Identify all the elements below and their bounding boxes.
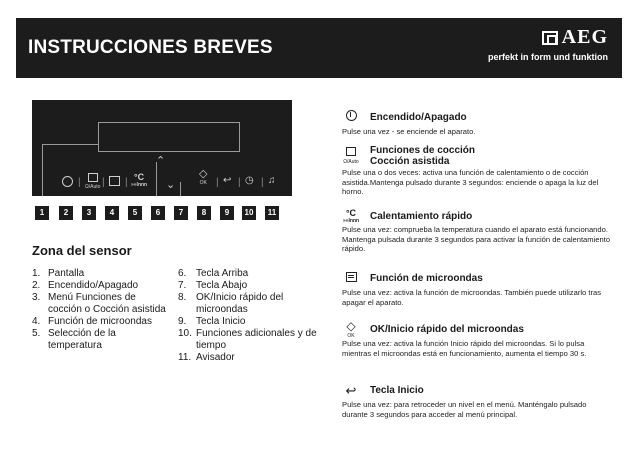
list-item: 5. Selección de la temperatura: [32, 328, 116, 351]
panel-number-row: [32, 206, 292, 220]
list-item: 1. Pantalla: [32, 268, 85, 279]
panel-power-icon: [62, 176, 73, 189]
list-item: 7. Tecla Abajo: [178, 280, 248, 291]
section-body: Pulse una vez: comprueba la temperatura cuando el aparato está funcionando. Mantenga pulsada durante 3 segundos para activar la función de calentamiento rápido.: [342, 225, 611, 253]
cooking-functions-icon: Ω/Auto: [342, 147, 360, 165]
section-microwave: [342, 272, 612, 307]
leader-display: [42, 144, 98, 145]
panel-number: 7: [174, 206, 188, 220]
panel-number: 8: [197, 206, 211, 220]
panel-number: 11: [265, 206, 279, 220]
list-item: 6. Tecla Arriba: [178, 268, 249, 279]
section-title: Función de microondas: [370, 273, 483, 284]
section-fast-heat: [342, 209, 612, 254]
microwave-icon: [342, 272, 360, 285]
panel-number: 10: [242, 206, 256, 220]
aeg-mark-icon: [542, 31, 558, 45]
section-title: Calentamiento rápido: [370, 211, 473, 222]
brand-tagline: perfekt in form und funktion: [488, 52, 608, 62]
ok-icon: ◇ OK: [346, 319, 356, 339]
panel-number: 2: [59, 206, 73, 220]
fast-heat-icon: °C »»Ιnnn: [342, 208, 360, 224]
zona-title: Zona del sensor: [32, 243, 132, 258]
panel-number: 5: [128, 206, 142, 220]
panel-display: [98, 122, 240, 152]
section-body: Pulse una o dos veces: activa una función de calentamiento o de cocción asistida.Mantenga pulsado durante 3 segundos: enciende o apaga la luz del horno.: [342, 168, 599, 196]
list-item: 3. Menú Funciones de cocción o Cocción asistida: [32, 292, 166, 315]
list-item: 2. Encendido/Apagado: [32, 280, 139, 291]
section-title: Funciones de cocción: [370, 145, 476, 156]
section-body: Pulse una vez: para retroceder un nivel en el menú. Manténgalo pulsado durante 3 segundos para acceder al menú principal.: [342, 400, 587, 419]
section-title: OK/Inicio rápido del microondas: [370, 324, 524, 335]
list-item: 11. Avisador: [178, 352, 235, 363]
zona-list-left: [32, 268, 172, 352]
panel-number: 1: [35, 206, 49, 220]
aeg-logo: [488, 26, 608, 49]
list-item: 10. Funciones adicionales y de tiempo: [178, 328, 317, 351]
leader-1: [42, 144, 43, 196]
section-ok: [342, 320, 612, 358]
section-body: Pulse una vez: activa la función Inicio rápido del microondas. Si lo pulsa mientras el microondas está en funcionamiento, aumenta el tiempo 30 s.: [342, 339, 587, 358]
zona-list-right: [178, 268, 318, 364]
panel-ok-icon: ◇ OK: [199, 168, 208, 186]
section-cooking-functions: [342, 145, 612, 197]
sensor-panel-illustration: | Ω/Auto | | °C »»Ιnnn ⌃ ⌄ ◇ OK | ↩ | ◷ | ♫: [32, 100, 292, 196]
section-title-secondary: Cocción asistida: [370, 156, 450, 167]
panel-bell-icon: ♫: [268, 175, 276, 186]
panel-number: 3: [82, 206, 96, 220]
brand-name: AEG: [561, 26, 608, 48]
section-power: [342, 110, 612, 137]
header-bar: [16, 18, 622, 78]
list-item: 4. Función de microondas: [32, 316, 152, 327]
list-item: 8. OK/Inicio rápido del microondas: [178, 292, 284, 315]
section-title: Encendido/Apagado: [370, 111, 467, 123]
power-icon: [342, 110, 360, 124]
panel-number: 9: [220, 206, 234, 220]
panel-up-icon: ⌃: [156, 155, 166, 167]
list-item: 9. Tecla Inicio: [178, 316, 246, 327]
panel-microwave-icon: [109, 176, 120, 188]
back-arrow-icon: ↩: [345, 383, 357, 398]
panel-temperature-icon: °C »»Ιnnn: [131, 172, 148, 188]
section-title: Tecla Inicio: [370, 385, 424, 396]
panel-number: 4: [105, 206, 119, 220]
panel-cooking-functions-icon: Ω/Auto: [85, 173, 100, 190]
panel-down-icon: ⌄: [166, 179, 176, 191]
panel-back-icon: ↩: [223, 175, 232, 186]
section-home-key: [342, 384, 612, 419]
page-title: INSTRUCCIONES BREVES: [28, 37, 273, 58]
brand-block: [488, 26, 608, 62]
panel-number: 6: [151, 206, 165, 220]
panel-clock-icon: ◷: [245, 175, 254, 186]
section-body: Pulse una vez: activa la función de microondas. También puede utilizarlo tras apagar el aparato.: [342, 288, 602, 307]
section-body: Pulse una vez - se enciende el aparato.: [342, 127, 476, 136]
